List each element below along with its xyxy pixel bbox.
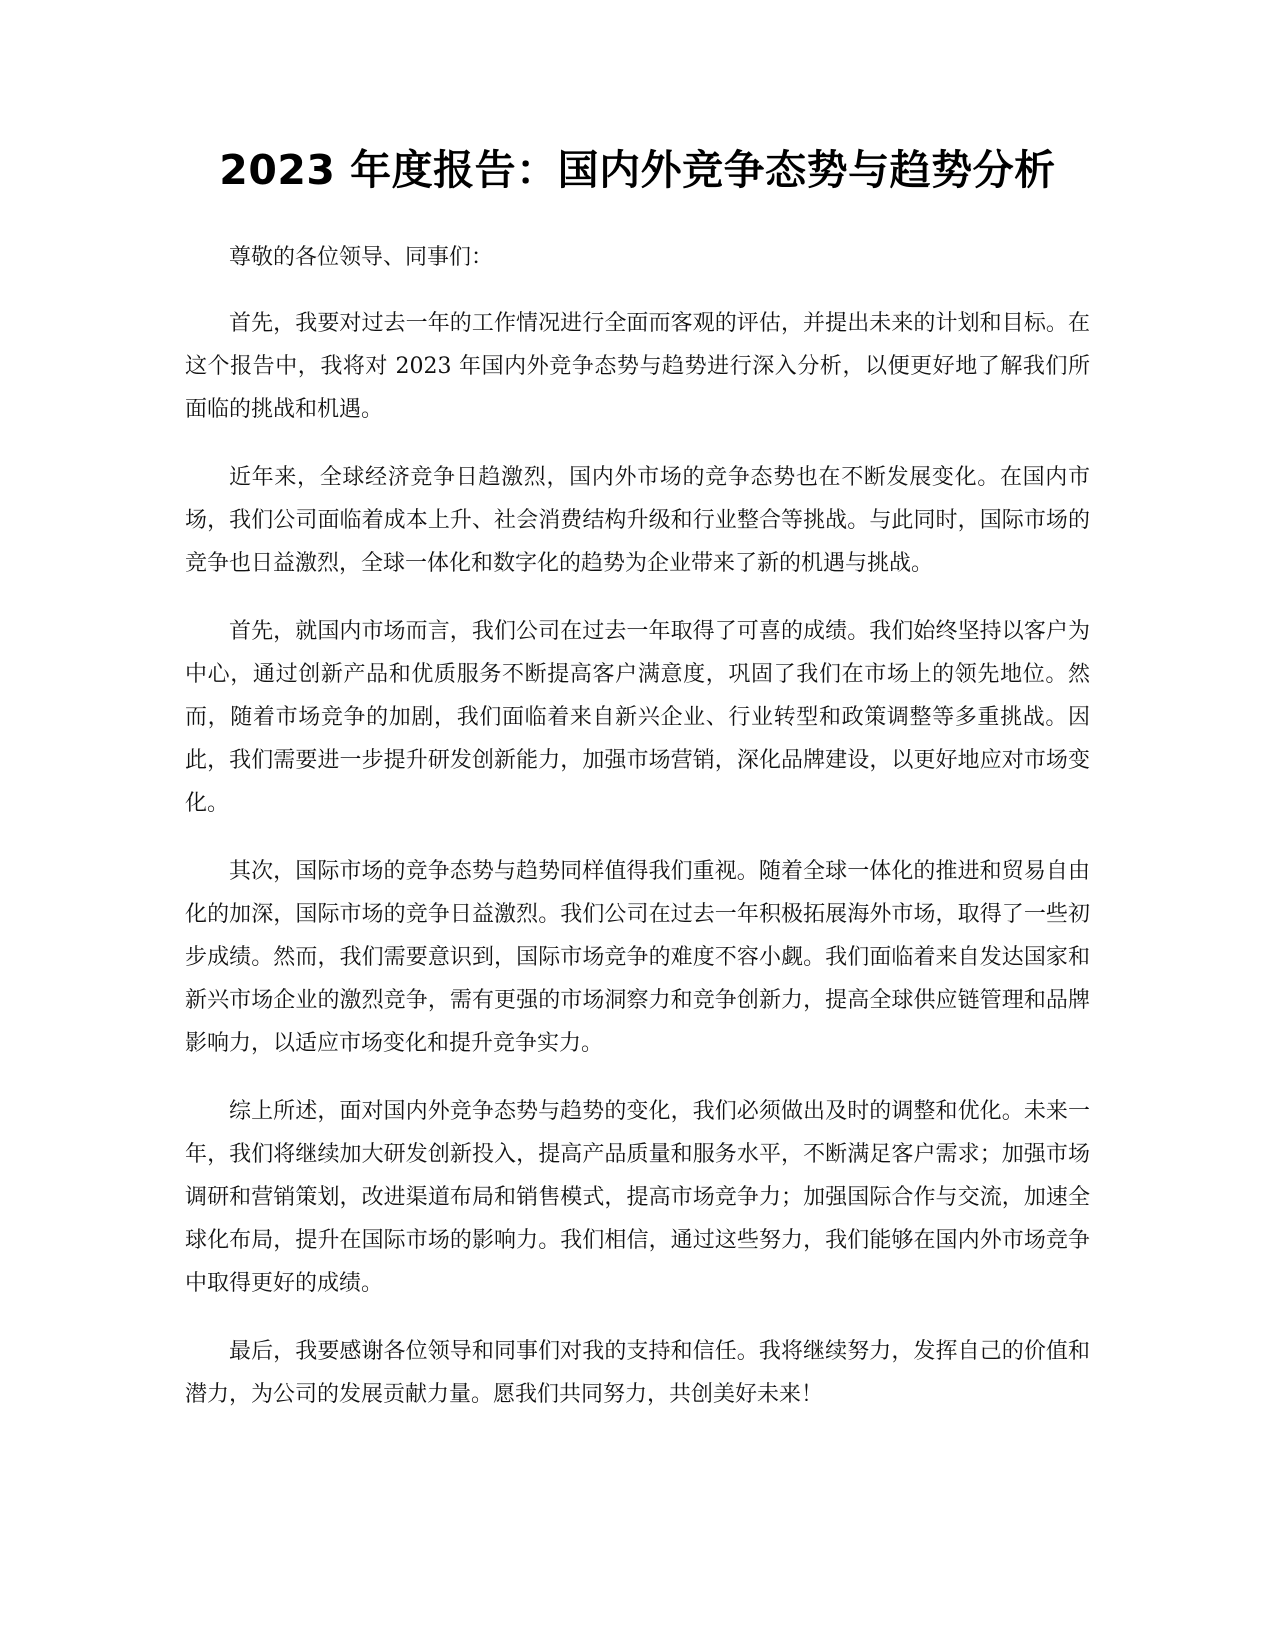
- international-market-paragraph: 其次，国际市场的竞争态势与趋势同样值得我们重视。随着全球一体化的推进和贸易自由化的加深，国际市场的竞争日益激烈。我们公司在过去一年积极拓展海外市场，取得了一些初步成绩。然而，我们需要意识到，国际市场竞争的难度不容小觑。我们面临着来自发达国家和新兴市场企业的激烈竞争，需有更强的市场洞察力和竞争创新力，提高全球供应链管理和品牌影响力，以适应市场变化和提升竞争实力。: [185, 859, 1090, 1056]
- document-body: [185, 236, 1090, 1441]
- summary-paragraph: 综上所述，面对国内外竞争态势与趋势的变化，我们必须做出及时的调整和优化。未来一年，我们将继续加大研发创新投入，提高产品质量和服务水平，不断满足客户需求；加强市场调研和营销策划，改进渠道布局和销售模式，提高市场竞争力；加强国际合作与交流，加速全球化布局，提升在国际市场的影响力。我们相信，通过这些努力，我们能够在国内外市场竞争中取得更好的成绩。: [185, 1099, 1090, 1296]
- intro-paragraph: 首先，我要对过去一年的工作情况进行全面而客观的评估，并提出未来的计划和目标。在这个报告中，我将对 2023 年国内外竞争态势与趋势进行深入分析，以便更好地了解我们所面临的挑战和机遇。: [185, 311, 1090, 422]
- overview-paragraph: 近年来，全球经济竞争日趋激烈，国内外市场的竞争态势也在不断发展变化。在国内市场，我们公司面临着成本上升、社会消费结构升级和行业整合等挑战。与此同时，国际市场的竞争也日益激烈，全球一体化和数字化的趋势为企业带来了新的机遇与挑战。: [185, 465, 1090, 576]
- document-title: 2023 年度报告：国内外竞争态势与趋势分析: [219, 146, 1056, 194]
- salutation-paragraph: 尊敬的各位领导、同事们：: [229, 245, 494, 270]
- closing-paragraph: 最后，我要感谢各位领导和同事们对我的支持和信任。我将继续努力，发挥自己的价值和潜力，为公司的发展贡献力量。愿我们共同努力，共创美好未来！: [185, 1339, 1090, 1407]
- domestic-market-paragraph: 首先，就国内市场而言，我们公司在过去一年取得了可喜的成绩。我们始终坚持以客户为中心，通过创新产品和优质服务不断提高客户满意度，巩固了我们在市场上的领先地位。然而，随着市场竞争的加剧，我们面临着来自新兴企业、行业转型和政策调整等多重挑战。因此，我们需要进一步提升研发创新能力，加强市场营销，深化品牌建设，以更好地应对市场变化。: [185, 619, 1090, 816]
